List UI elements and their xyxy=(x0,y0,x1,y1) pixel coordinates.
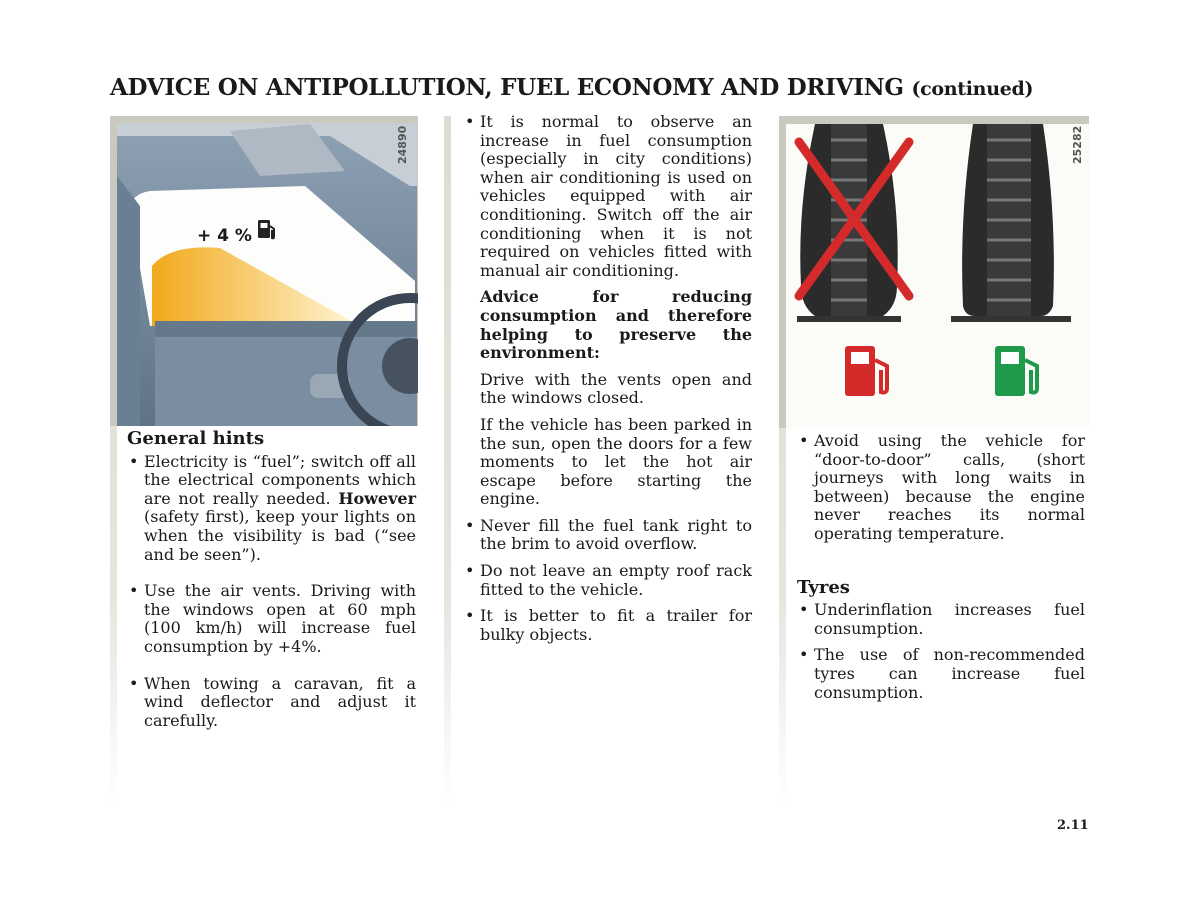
tyres-illustration xyxy=(779,116,1089,428)
list-item: • Use the air vents. Driving with the windows open at 60 mph (100 km/h) will increase fuel consumption by +4%. xyxy=(127,582,416,656)
advice-heading: Advice for reducing consumption and therefore helping to preserve the environment: xyxy=(480,287,752,363)
right-column xyxy=(797,432,1085,710)
list-item: • Never fill the fuel tank right to the brim to avoid overflow. xyxy=(463,517,752,554)
list-item: • The use of non-recommended tyres can increase fuel consumption. xyxy=(797,646,1085,702)
list-item: • When towing a caravan, fit a wind deflector and adjust it carefully. xyxy=(127,675,416,731)
title-main: ADVICE ON ANTIPOLLUTION, FUEL ECONOMY AND DRIVING xyxy=(110,74,904,101)
list-item: • It is normal to observe an increase in fuel consumption (especially in city conditions) when air conditioning is used on vehicles equipped with air conditioning. Switch off the air conditioning when it is not required on vehicles fitted with manual air conditioning. xyxy=(463,113,752,280)
left-column xyxy=(127,430,416,738)
title-suffix: (continued) xyxy=(911,78,1034,100)
figure-ref-24890: 24890 xyxy=(396,125,409,164)
tyres-heading: Tyres xyxy=(797,576,850,598)
general-hints-heading: General hints xyxy=(127,428,265,449)
consumption-label: + 4 % xyxy=(197,226,252,246)
tyres-figure xyxy=(779,116,1089,428)
middle-list-bottom xyxy=(463,517,752,645)
figure-ref-25282: 25282 xyxy=(1071,125,1084,164)
list-item: • Avoid using the vehicle for “door-to-door” calls, (short journeys with long waits in between) because the engine never reaches its normal operating temperature. xyxy=(797,432,1085,544)
advice-paragraph: If the vehicle has been parked in the sun, open the doors for a few moments to let the hot air escape before starting the engine. xyxy=(480,414,752,509)
tyres-list xyxy=(797,601,1085,702)
list-item: • Do not leave an empty roof rack fitted to the vehicle. xyxy=(463,562,752,599)
middle-column xyxy=(463,113,752,652)
list-item: • It is better to fit a trailer for bulky objects. xyxy=(463,607,752,644)
window-figure xyxy=(110,116,418,426)
general-hints-list xyxy=(127,453,416,731)
list-item: • Electricity is “fuel”; switch off all the electrical components which are not really needed. However (safety first), keep your lights on when the visibility is bad (“see and be seen”). xyxy=(127,453,416,565)
car-interior-illustration xyxy=(110,116,418,426)
column-rule-middle xyxy=(444,116,451,806)
middle-list-top xyxy=(463,113,752,280)
right-list-top xyxy=(797,432,1085,544)
page-number: 2.11 xyxy=(1057,818,1089,833)
list-item: • Underinflation increases fuel consumption. xyxy=(797,601,1085,638)
advice-paragraph: Drive with the vents open and the windows closed. xyxy=(480,369,752,408)
page-title xyxy=(110,74,1033,101)
